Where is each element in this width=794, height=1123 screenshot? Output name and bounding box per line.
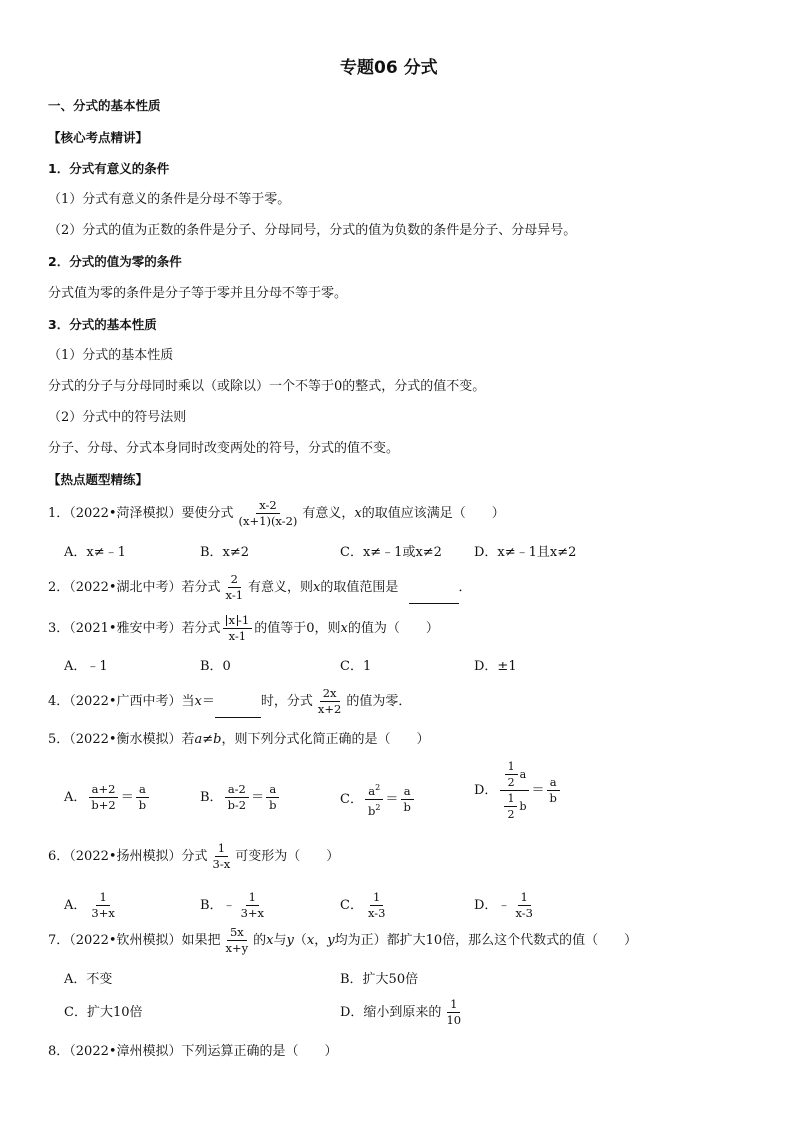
point3-line2: 分式的分子与分母同时乘以（或除以）一个不等于0的整式，分式的值不变。 <box>48 379 486 394</box>
question-4: 4．（2022•广西中考）当x＝ 时，分式 $\frac{2x}{x+2}$ 的值为零． <box>48 686 412 716</box>
q3-fraction: $\frac{x -1}{x-1}$ <box>223 614 253 643</box>
question-5: 5．（2022•衡水模拟）若a≠b，则下列分式化简正确的是（ ） <box>48 732 430 747</box>
q7-option-d[interactable]: D．缩小到原来的 $\frac{1}{10}$ <box>340 997 462 1027</box>
question-8: 8．（2022•漳州模拟）下列运算正确的是（ ） <box>48 1044 338 1059</box>
q6-option-c[interactable]: C． $\frac{1}{x-3}$ <box>340 890 386 920</box>
q6-fraction: $\frac{1}{3-x}$ <box>212 841 231 871</box>
point3-line1: （1）分式的基本性质 <box>48 348 174 363</box>
point1-line1: （1）分式有意义的条件是分母不等于零。 <box>48 192 291 207</box>
q1-fraction: $\frac{x-2}{(x+1)(x-2)}$ <box>238 498 298 528</box>
q3-option-b[interactable]: B．0 <box>200 659 231 674</box>
q3-option-c[interactable]: C．1 <box>340 659 372 674</box>
q2-fraction: $\frac{2}{x-1}$ <box>225 572 244 602</box>
q6-option-d[interactable]: D．﹣ $\frac{1}{x-3}$ <box>474 890 533 920</box>
question-2: 2．（2022•湖北中考）若分式 $\frac{2}{x-1}$ 有意义，则x的取值范围是 ． <box>48 572 472 602</box>
q1-option-d[interactable]: D．x≠﹣1且x≠2 <box>474 545 577 560</box>
q7-option-b[interactable]: B．扩大50倍 <box>340 972 419 987</box>
q5-option-b[interactable]: B． $\frac{a-2}{b-2}$ ＝ $\frac{a}{b}$ <box>200 783 282 812</box>
q7-option-a[interactable]: A．不变 <box>64 972 113 987</box>
q4-answer-blank[interactable] <box>215 699 261 718</box>
practice-label: 【热点题型精练】 <box>48 472 149 487</box>
point2-line1: 分式值为零的条件是分子等于零并且分母不等于零。 <box>48 286 348 301</box>
q1-option-c[interactable]: C．x≠﹣1或x≠2 <box>340 545 442 560</box>
question-7: 7．（2022•钦州模拟）如果把 $\frac{5x}{x+y}$ 的x与y（x，y均为正）都扩大10倍，那么这个代数式的值（ ） <box>48 925 638 955</box>
q3-option-d[interactable]: D．±1 <box>474 659 517 674</box>
point3-heading: 3．分式的基本性质 <box>48 317 157 332</box>
page-title: 专题06 分式 <box>340 58 438 78</box>
point1-line2: （2）分式的值为正数的条件是分子、分母同号，分式的值为负数的条件是分子、分母异号。 <box>48 223 577 238</box>
q4-fraction: $\frac{2x}{x+2}$ <box>317 686 342 716</box>
question-6: 6．（2022•扬州模拟）分式 $\frac{1}{3-x}$ 可变形为（ ） <box>48 841 340 871</box>
q6-option-b[interactable]: B．﹣ $\frac{1}{3+x}$ <box>200 890 265 920</box>
point3-line3: （2）分式中的符号法则 <box>48 410 187 425</box>
q7-option-c[interactable]: C．扩大10倍 <box>64 1005 143 1020</box>
point2-heading: 2．分式的值为零的条件 <box>48 254 182 269</box>
q5-option-d[interactable]: D． $\frac{1}{2}$ a $\frac{1}{2}$ b ＝ $\frac{a}{b}$ <box>474 760 562 821</box>
question-3: 3．（2021•雅安中考）若分式 $\frac{x -1}{x-1}$ 的值等于0，则x的值为（ ） <box>48 613 439 643</box>
q7-fraction: $\frac{5x}{x+y}$ <box>225 925 249 955</box>
q6-option-a[interactable]: A． $\frac{1}{3+x}$ <box>64 890 115 920</box>
point1-heading: 1．分式有意义的条件 <box>48 161 170 176</box>
point3-line4: 分子、分母、分式本身同时改变两处的符号，分式的值不变。 <box>48 441 400 456</box>
q5-option-c[interactable]: C． $\frac{a^2}{b^2}$ ＝ $\frac{a}{b}$ <box>340 781 416 818</box>
core-points-label: 【核心考点精讲】 <box>48 130 149 145</box>
q2-answer-blank[interactable] <box>409 585 459 604</box>
q1-option-a[interactable]: A．x≠﹣1 <box>64 545 126 560</box>
q1-option-b[interactable]: B．x≠2 <box>200 545 250 560</box>
q5-option-a[interactable]: A． $\frac{a+2}{b+2}$ ＝ $\frac{a}{b}$ <box>64 783 151 812</box>
question-1: 1．（2022•菏泽模拟）要使分式 $\frac{x-2}{(x+1)(x-2)}$ 有意义，x的取值应该满足（ ） <box>48 498 505 528</box>
q3-option-a[interactable]: A．﹣1 <box>64 659 108 674</box>
section-heading: 一、分式的基本性质 <box>48 98 161 113</box>
